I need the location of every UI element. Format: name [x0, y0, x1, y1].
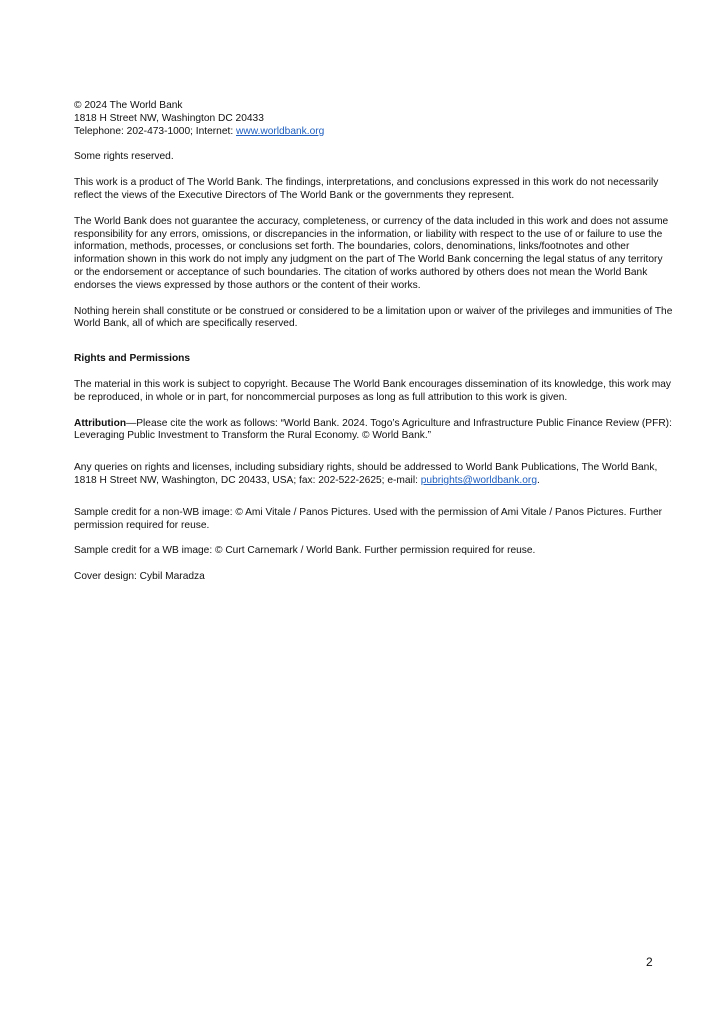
product-disclaimer-paragraph: This work is a product of The World Bank. The findings, interpretations, and conclusions expressed in this work do not necessarily reflect the views of the Executive Directors of The World Bank or the governments they represent.	[74, 177, 659, 201]
attribution-paragraph	[74, 418, 674, 444]
copyright-line: © 2024 The World Bank	[74, 100, 183, 111]
non-wb-image-credit: Sample credit for a non-WB image: © Ami Vitale / Panos Pictures. Used with the permission of Ami Vitale / Panos Pictures. Further permission required for reuse.	[74, 506, 663, 531]
attribution-citation: —Please cite the work as follows: “World Bank. 2024. Togo’s Agriculture and Infrastructure Public Finance Review (PFR): Leveraging Public Investment to Transform the Rural Economy. © World Bank.”	[74, 417, 672, 442]
cover-design-credit: Cover design: Cybil Maradza	[74, 571, 205, 583]
website-link[interactable]: www.worldbank.org	[236, 125, 325, 137]
street-address: 1818 H Street NW, Washington DC 20433	[74, 112, 264, 124]
queries-text: Any queries on rights and licenses, including subsidiary rights, should be addressed to World Bank Publications, The World Bank, 1818 H Street NW, Washington, DC 20433, USA; fax: 202-522-2625; e-mail:	[74, 462, 658, 486]
page-number: 2	[646, 955, 653, 969]
rights-permissions-heading: Rights and Permissions	[74, 353, 191, 365]
wb-image-credit: Sample credit for a WB image: © Curt Carnemark / World Bank. Further permission required for reuse.	[74, 545, 536, 557]
guarantee-disclaimer-paragraph: The World Bank does not guarantee the accuracy, completeness, or currency of the data included in this work and does not assume responsibility for any errors, omissions, or discrepancies in the information, or liability with respect to the use of or failure to use the information, methods, processes, or conclusions set forth. The boundaries, colors, denominations, links/footnotes and other information shown in this work do not imply any judgment on the part of The World Bank concerning the legal status of any territory or the endorsement or acceptance of such boundaries. The citation of works authored by others does not mean the World Bank endorses the views expressed by those authors or the content of their works.	[74, 215, 669, 291]
queries-paragraph	[74, 462, 674, 488]
contact-line	[74, 126, 674, 139]
pubrights-email-link[interactable]: pubrights@worldbank.org	[420, 474, 537, 486]
queries-period: .	[537, 474, 540, 486]
publisher-address-block	[74, 100, 674, 138]
privileges-immunities-paragraph: Nothing herein shall constitute or be construed or considered to be a limitation upon or waiver of the privileges and immunities of The World Bank, all of which are specifically reserved.	[74, 305, 673, 330]
copyright-page-content	[74, 100, 674, 584]
attribution-label: Attribution	[74, 417, 127, 429]
telephone-text: Telephone: 202-473-1000; Internet:	[74, 125, 236, 137]
rights-reserved-text: Some rights reserved.	[74, 151, 174, 163]
copyright-material-paragraph: The material in this work is subject to copyright. Because The World Bank encourages dissemination of its knowledge, this work may be reproduced, in whole or in part, for noncommercial purposes as long as full attribution to this work is given.	[74, 378, 672, 403]
